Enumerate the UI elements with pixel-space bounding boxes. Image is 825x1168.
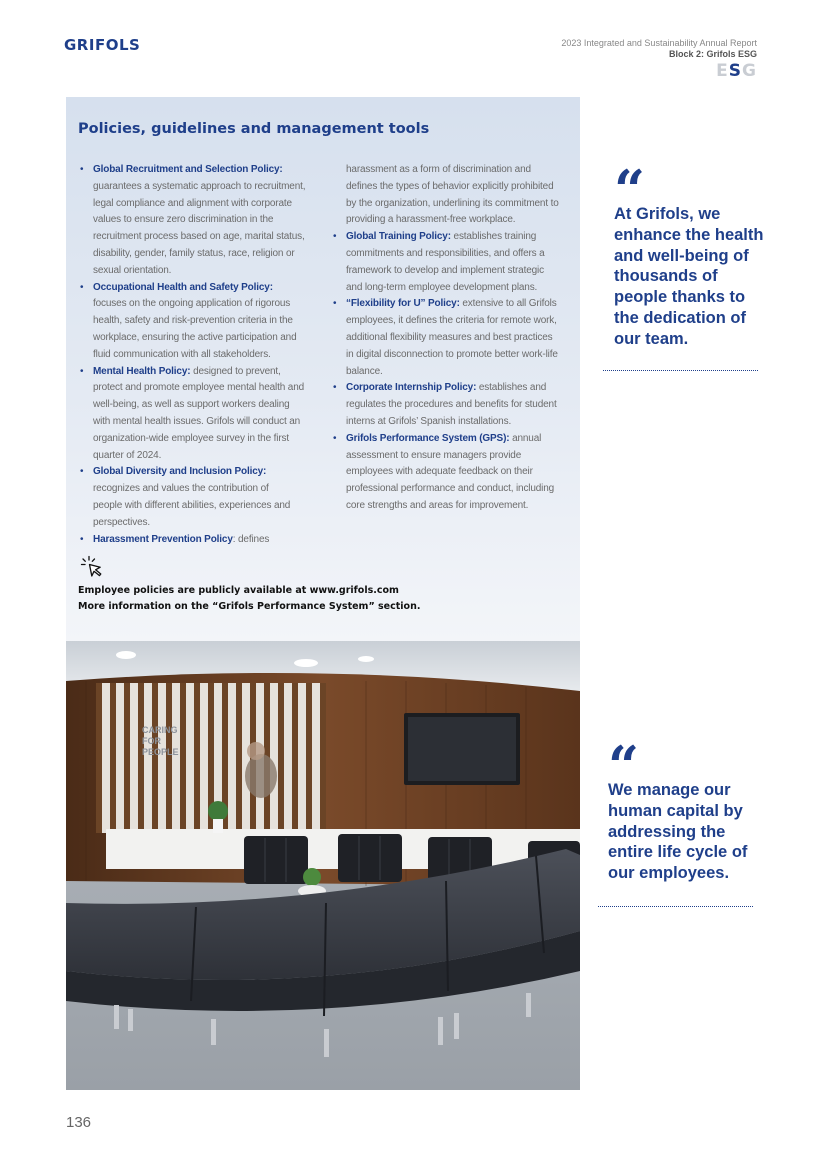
- policy-description: with mental health issues. Grifols will conduct an: [93, 415, 301, 427]
- policy-title: Global Training Policy:: [346, 231, 451, 243]
- wall-sign-line: CARING: [142, 725, 178, 735]
- quote-divider: [603, 370, 758, 371]
- policy-description: sexual orientation.: [93, 264, 172, 276]
- policy-description: recruitment process based on age, marital status,: [93, 231, 305, 243]
- report-header: [561, 38, 757, 82]
- policy-description: perspectives.: [93, 516, 150, 528]
- policy-description: providing a harassment-free workplace.: [346, 214, 516, 226]
- policy-column-right: [331, 162, 568, 515]
- policy-description: defines the types of behavior explicitly prohibited: [346, 180, 554, 192]
- policy-description: balance.: [346, 365, 383, 377]
- policy-description: interns at Grifols’ Spanish installations.: [346, 415, 512, 427]
- quote-mark-icon: “: [614, 158, 646, 222]
- policy-item: [331, 229, 568, 246]
- policy-item: [331, 296, 568, 313]
- policy-description: core strengths and areas for improvement.: [346, 499, 529, 511]
- policy-title: Harassment Prevention Policy: [93, 533, 233, 545]
- esg-tag: [561, 60, 757, 82]
- policy-item: [331, 162, 568, 179]
- policy-description: people with different abilities, experiences and: [93, 499, 291, 511]
- policy-title: “Flexibility for U” Policy:: [346, 298, 460, 310]
- policy-description: protect and promote employee mental health and: [93, 382, 305, 394]
- policy-column-left: [78, 162, 318, 548]
- policy-description: establishes training: [450, 231, 537, 243]
- note-line-gps: More information on the “Grifols Performance System” section.: [78, 601, 421, 612]
- policy-description: disability, gender, family status, race, religion or: [93, 247, 295, 259]
- esg-s: S: [728, 61, 743, 81]
- policy-title: Global Diversity and Inclusion Policy:: [93, 466, 267, 478]
- quote-divider: [598, 906, 753, 907]
- policy-description: professional performance and conduct, including: [346, 483, 555, 495]
- policy-item: [78, 162, 318, 179]
- policy-item: [78, 464, 318, 481]
- policy-title: Occupational Health and Safety Policy:: [93, 281, 273, 293]
- policy-title: Corporate Internship Policy:: [346, 382, 477, 394]
- block-label: Block 2: Grifols ESG: [668, 49, 757, 59]
- panel-title: Policies, guidelines and management tools: [78, 121, 430, 137]
- policy-description: additional flexibility measures and best practices: [346, 331, 553, 343]
- policy-description: well-being, as well as support workers dealing: [93, 399, 290, 411]
- policy-description: designed to prevent,: [190, 365, 281, 377]
- policy-description: annual: [509, 432, 542, 444]
- wall-sign-line: FOR: [142, 736, 161, 746]
- policy-description: : defines: [232, 533, 270, 545]
- policy-description: in digital disconnection to promote better work-life: [346, 348, 558, 360]
- policy-description: commitments and responsibilities, and offers a: [346, 247, 545, 259]
- wall-sign-line: PEOPLE: [142, 747, 179, 757]
- note-line-policies: Employee policies are publicly available at www.grifols.com: [78, 585, 399, 596]
- esg-e: E: [716, 61, 729, 81]
- pull-quote-health: [614, 158, 764, 350]
- availability-note: [78, 583, 558, 615]
- policy-description: assessment to ensure managers provide: [346, 449, 522, 461]
- policy-description: employees with adequate feedback on their: [346, 466, 533, 478]
- click-pointer-icon: [80, 555, 104, 579]
- policy-description: legal compliance and alignment with corporate: [93, 197, 292, 209]
- policy-description: workplace, ensuring the active participation and: [93, 331, 297, 343]
- policy-item: [331, 431, 568, 448]
- policy-item: [331, 380, 568, 397]
- policy-description: health, safety and risk-prevention criteria in the: [93, 315, 293, 327]
- policy-description: recognizes and values the contribution of: [93, 483, 269, 495]
- page-number: 136: [66, 1114, 92, 1131]
- policy-description: by the organization, underlining its commitment to: [346, 197, 559, 209]
- grifols-logo: GRIFOLS: [64, 36, 141, 54]
- esg-g: G: [742, 61, 757, 81]
- policy-description: regulates the procedures and benefits for student: [346, 399, 557, 411]
- policy-item: [78, 364, 318, 381]
- policy-description: employees, it defines the criteria for remote work,: [346, 315, 557, 327]
- lounge-photo: [66, 641, 580, 1090]
- policy-description: guarantees a systematic approach to recruitment,: [93, 180, 306, 192]
- policy-description: and long-term employee development plans.: [346, 281, 538, 293]
- policy-description: focuses on the ongoing application of rigorous: [93, 298, 291, 310]
- policy-title: Global Recruitment and Selection Policy:: [93, 164, 283, 175]
- report-title: 2023 Integrated and Sustainability Annual Report: [561, 38, 757, 48]
- policy-item: [78, 532, 318, 549]
- policy-description: framework to develop and implement strategic: [346, 264, 544, 276]
- policy-item: [78, 280, 318, 297]
- policy-title: Mental Health Policy:: [93, 365, 191, 377]
- policy-description: values to ensure zero discrimination in the: [93, 214, 274, 226]
- policy-description: establishes and: [476, 382, 547, 394]
- pull-quote-health-text: At Grifols, we enhance the health and well-being of thousands of people thanks to the dedication of our team.: [614, 205, 764, 348]
- pull-quote-human-capital-text: We manage our human capital by addressing the entire life cycle of our employees.: [608, 781, 748, 883]
- policy-description: extensive to all Grifols: [459, 298, 557, 310]
- policy-description: organization-wide employee survey in the first: [93, 432, 289, 444]
- policy-description: quarter of 2024.: [93, 449, 162, 461]
- policies-panel: [66, 97, 580, 641]
- pull-quote-human-capital: [608, 734, 758, 884]
- quote-mark-icon: “: [608, 734, 640, 798]
- policy-description: fluid communication with all stakeholders.: [93, 348, 271, 360]
- policy-description: harassment as a form of discrimination and: [346, 164, 531, 175]
- policy-title: Grifols Performance System (GPS):: [346, 432, 510, 444]
